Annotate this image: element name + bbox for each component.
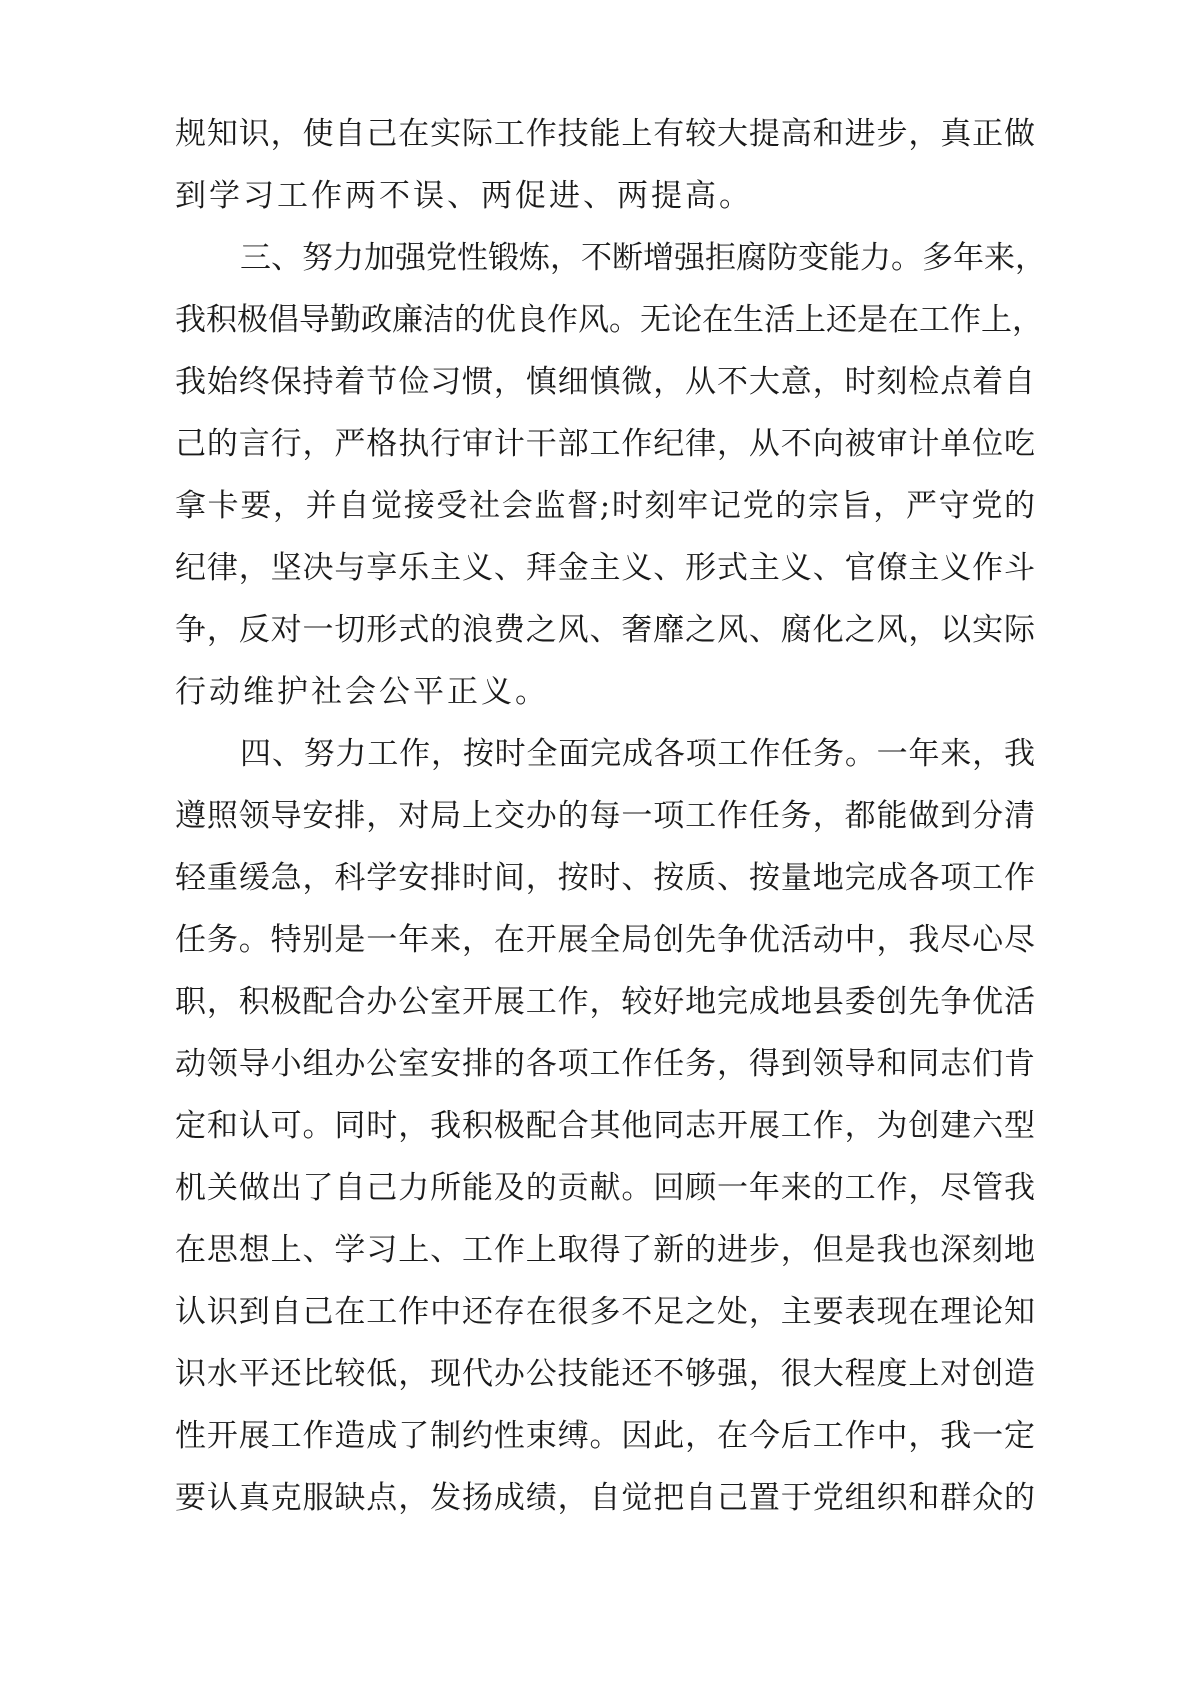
text-line-7: 拿卡要，并自觉接受社会监督;时刻牢记党的宗旨，严守党的 [175,488,1035,524]
text-line-18: 机关做出了自己力所能及的贡献。回顾一年来的工作，尽管我 [175,1170,1035,1206]
text-line-21: 识水平还比较低，现代办公技能还不够强，很大程度上对创造 [175,1356,1035,1392]
text-line-3: 三、努力加强党性锻炼，不断增强拒腐防变能力。多年来， [240,240,1046,276]
text-line-5: 我始终保持着节俭习惯，慎细慎微，从不大意，时刻检点着自 [175,364,1035,400]
text-line-8: 纪律，坚决与享乐主义、拜金主义、形式主义、官僚主义作斗 [175,550,1035,586]
text-line-1: 规知识，使自己在实际工作技能上有较大提高和进步，真正做 [175,116,1035,152]
text-line-19: 在思想上、学习上、工作上取得了新的进步，但是我也深刻地 [175,1232,1035,1268]
text-line-16: 动领导小组办公室安排的各项工作任务，得到领导和同志们肯 [175,1046,1035,1082]
text-line-23: 要认真克服缺点，发扬成绩，自觉把自己置于党组织和群众的 [175,1480,1035,1516]
text-line-6: 己的言行，严格执行审计干部工作纪律，从不向被审计单位吃 [175,426,1035,462]
text-line-14: 任务。特别是一年来，在开展全局创先争优活动中，我尽心尽 [175,922,1035,958]
text-line-10: 行动维护社会公平正义。 [175,674,549,710]
text-line-13: 轻重缓急，科学安排时间，按时、按质、按量地完成各项工作 [175,860,1035,896]
text-line-12: 遵照领导安排，对局上交办的每一项工作任务，都能做到分清 [175,798,1035,834]
text-line-20: 认识到自己在工作中还存在很多不足之处，主要表现在理论知 [175,1294,1035,1330]
text-line-17: 定和认可。同时，我积极配合其他同志开展工作，为创建六型 [175,1108,1035,1144]
text-line-4: 我积极倡导勤政廉洁的优良作风。无论在生活上还是在工作上， [175,302,1043,338]
text-line-15: 职，积极配合办公室开展工作，较好地完成地县委创先争优活 [175,984,1035,1020]
text-line-11: 四、努力工作，按时全面完成各项工作任务。一年来，我 [240,736,1035,772]
text-line-9: 争，反对一切形式的浪费之风、奢靡之风、腐化之风，以实际 [175,612,1035,648]
text-line-2: 到学习工作两不误、两促进、两提高。 [175,178,753,214]
text-line-22: 性开展工作造成了制约性束缚。因此，在今后工作中，我一定 [175,1418,1035,1454]
